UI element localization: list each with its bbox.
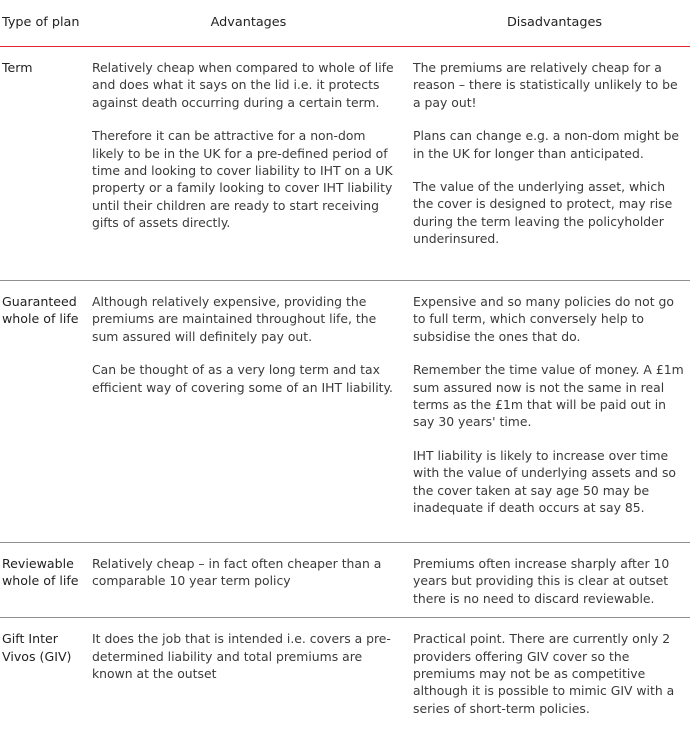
advantages-cell xyxy=(88,543,409,618)
plan-type-label: Gift Inter Vivos (GIV) xyxy=(2,631,72,664)
header-advantages: Advantages xyxy=(88,0,409,47)
advantage-paragraph: Therefore it can be attractive for a non-dom likely to be in the UK for a pre-defined period of time and looking to cover liability to IHT on a UK property or a family looking to cover IHT liability until their children are ready to start receiving gifts of assets directly. xyxy=(92,128,393,231)
table-row xyxy=(0,281,690,543)
disadvantage-paragraph: Remember the time value of money. A £1m sum assured now is not the same in real terms as the £1m that will be paid out in say 30 years' time. xyxy=(413,362,684,430)
disadvantage-paragraph: The value of the underlying asset, which the cover is designed to protect, may rise during the term leaving the policyholder underinsured. xyxy=(413,179,673,247)
disadvantage-paragraph: The premiums are relatively cheap for a reason – there is statistically unlikely to be a pay out! xyxy=(413,60,678,110)
advantage-paragraph: Can be thought of as a very long term and tax efficient way of covering some of an IHT liability. xyxy=(92,362,393,395)
disadvantage-paragraph: Expensive and so many policies do not go to full term, which conversely help to subsidise the ones that do. xyxy=(413,294,674,344)
plan-type-cell xyxy=(0,281,88,543)
table-row xyxy=(0,618,690,735)
advantage-paragraph: Relatively cheap when compared to whole of life and does what it says on the lid i.e. it protects against death occurring during a certain term. xyxy=(92,60,394,110)
disadvantages-cell xyxy=(409,47,690,281)
advantage-paragraph: It does the job that is intended i.e. covers a pre-determined liability and total premiums are known at the outset xyxy=(92,631,391,682)
advantages-cell xyxy=(88,281,409,543)
disadvantage-paragraph: Plans can change e.g. a non-dom might be in the UK for longer than anticipated. xyxy=(413,128,680,161)
header-disadvantages: Disadvantages xyxy=(409,0,690,47)
header-row xyxy=(0,0,690,47)
plan-type-label: Reviewable whole of life xyxy=(2,556,79,589)
table-row xyxy=(0,47,690,281)
table-row xyxy=(0,543,690,618)
disadvantage-paragraph: Practical point. There are currently only 2 providers offering GIV cover so the premiums may not be as competitive although it is possible to mimic GIV with a series of short-term policies. xyxy=(413,631,675,716)
disadvantage-paragraph: Premiums often increase sharply after 10 years but providing this is clear at outset there is no need to discard reviewable. xyxy=(413,556,670,606)
advantage-paragraph: Although relatively expensive, providing the premiums are maintained throughout life, the sum assured will definitely pay out. xyxy=(92,294,377,344)
disadvantage-paragraph: IHT liability is likely to increase over time with the value of underlying assets and so the cover taken at say age 50 may be inadequate if death occurs at say 85. xyxy=(413,447,676,516)
plan-type-label: Guaranteed whole of life xyxy=(2,294,79,327)
disadvantages-cell xyxy=(409,281,690,543)
header-type-of-plan: Type of plan xyxy=(0,0,88,47)
disadvantages-cell xyxy=(409,618,690,735)
disadvantages-cell xyxy=(409,543,690,618)
advantage-paragraph: Relatively cheap – in fact often cheaper than a comparable 10 year term policy xyxy=(92,556,382,589)
plan-type-cell xyxy=(0,618,88,735)
advantages-cell xyxy=(88,47,409,281)
plan-type-label: Term xyxy=(2,60,33,75)
plan-type-cell xyxy=(0,47,88,281)
plan-type-cell xyxy=(0,543,88,618)
advantages-cell xyxy=(88,618,409,735)
